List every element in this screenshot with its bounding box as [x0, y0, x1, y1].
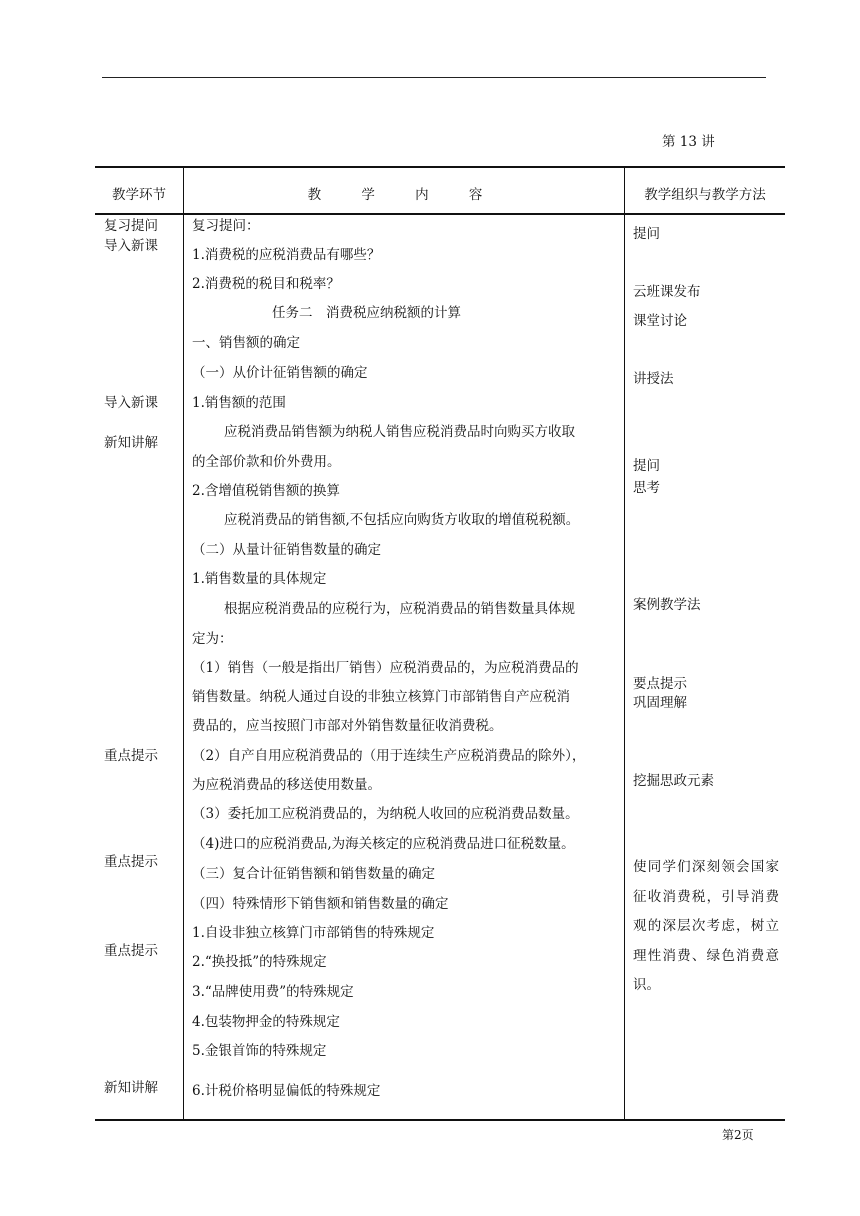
table-top-rule — [95, 166, 785, 168]
content-line: 销售数量。纳税人通过自设的非独立核算门市部销售自产应税消 — [192, 689, 570, 705]
content-line: （三）复合计征销售额和销售数量的确定 — [192, 866, 435, 882]
table-header-rule — [95, 213, 785, 215]
content-line: （二）从量计征销售数量的确定 — [192, 542, 381, 558]
content-line: 根据应税消费品的应税行为，应税消费品的销售数量具体规 — [224, 601, 575, 617]
content-line: 6.计税价格明显偏低的特殊规定 — [192, 1083, 381, 1099]
content-line: （四）特殊情形下销售额和销售数量的确定 — [192, 896, 449, 912]
content-line: （3）委托加工应税消费品的，为纳税人收回的应税消费品数量。 — [192, 806, 579, 822]
content-line: 1.消费税的应税消费品有哪些？ — [192, 247, 381, 263]
header-teaching-stage: 教学环节 — [112, 187, 166, 203]
stage-label: 新知讲解 — [104, 435, 158, 451]
section-heading: 一、销售额的确定 — [192, 335, 300, 351]
method-label: 要点提示 — [633, 676, 687, 692]
content-line: （4)进口的应税消费品,为海关核定的应税消费品进口征税数量。 — [192, 836, 575, 852]
method-label: 挖掘思政元素 — [633, 773, 714, 789]
stage-label: 重点提示 — [104, 943, 158, 959]
stage-label: 重点提示 — [104, 748, 158, 764]
method-label: 讲授法 — [633, 371, 674, 387]
method-note: 使同学们深刻领会国家征收消费税，引导消费观的深层次考虑，树立理性消费、绿色消费意识。 — [633, 859, 779, 994]
header-teaching-method: 教学组织与教学方法 — [644, 187, 766, 203]
stage-label: 导入新课 — [104, 238, 158, 254]
content-line: 4.包装物押金的特殊规定 — [192, 1014, 340, 1030]
lecture-number: 第 13 讲 — [662, 134, 715, 150]
content-line: 1.自设非独立核算门市部销售的特殊规定 — [192, 925, 435, 941]
method-label: 云班课发布 — [633, 284, 701, 300]
content-line: 费品的，应当按照门市部对外销售数量征收消费税。 — [192, 718, 503, 734]
content-line: （1）销售（一般是指出厂销售）应税消费品的，为应税消费品的 — [192, 660, 579, 676]
method-label: 提问 — [633, 458, 660, 474]
page-number: 第2页 — [722, 1128, 754, 1142]
content-line: 2.消费税的税目和税率？ — [192, 276, 340, 292]
method-label: 案例教学法 — [633, 597, 701, 613]
header-rule — [102, 77, 766, 78]
method-label: 课堂讨论 — [633, 313, 687, 329]
stage-label: 新知讲解 — [104, 1080, 158, 1096]
content-line: 2.含增值税销售额的换算 — [192, 483, 340, 499]
header-teaching-content: 教 学 内 容 — [307, 187, 501, 203]
task-title: 任务二 消费税应纳税额的计算 — [272, 305, 461, 321]
content-line: 定为： — [192, 631, 233, 647]
content-line: （2）自产自用应税消费品的（用于连续生产应税消费品的除外）， — [192, 748, 586, 764]
content-line: 应税消费品的销售额,不包括应向购货方收取的增值税税额。 — [224, 512, 580, 528]
method-label: 提问 — [633, 226, 660, 242]
method-label: 巩固理解 — [633, 695, 687, 711]
content-line: 3.“品牌使用费”的特殊规定 — [192, 984, 354, 1000]
content-line: 复习提问： — [192, 218, 260, 234]
table-bottom-rule — [95, 1119, 785, 1121]
stage-label: 导入新课 — [104, 395, 158, 411]
content-line: 2.“换投抵”的特殊规定 — [192, 954, 327, 970]
content-line: 1.销售额的范围 — [192, 395, 286, 411]
stage-label: 复习提问 — [104, 218, 158, 234]
column-divider — [624, 166, 625, 1121]
content-line: 1.销售数量的具体规定 — [192, 571, 327, 587]
content-line: 5.金银首饰的特殊规定 — [192, 1043, 327, 1059]
content-line: （一）从价计征销售额的确定 — [192, 365, 368, 381]
method-label: 思考 — [633, 480, 660, 496]
stage-label: 重点提示 — [104, 854, 158, 870]
content-line: 应税消费品销售额为纳税人销售应税消费品时向购买方收取 — [224, 424, 575, 440]
content-line: 的全部价款和价外费用。 — [192, 454, 341, 470]
column-divider — [183, 166, 184, 1121]
content-line: 为应税消费品的移送使用数量。 — [192, 777, 381, 793]
